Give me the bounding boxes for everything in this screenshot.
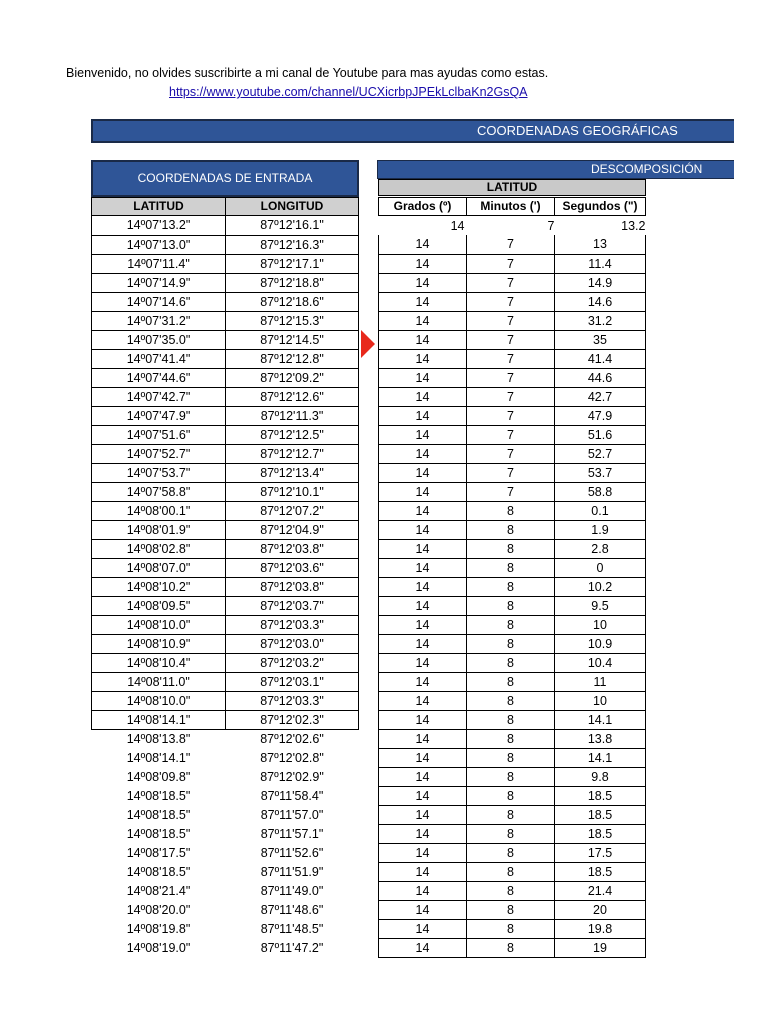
- latitude-cell: 14º07'14.9": [92, 273, 226, 292]
- table-row: [379, 805, 646, 824]
- latitude-cell: 14º07'35.0": [92, 330, 226, 349]
- minutes-cell: 8: [467, 748, 555, 767]
- welcome-message: Bienvenido, no olvides suscribirte a mi canal de Youtube para mas ayudas como estas.: [66, 66, 549, 80]
- minutes-cell: 8: [467, 919, 555, 938]
- minutes-cell: 7: [467, 387, 555, 406]
- table-row: [379, 368, 646, 387]
- latitude-group-header: LATITUD: [378, 179, 646, 196]
- seconds-cell: 14.9: [555, 273, 646, 292]
- table-row: [379, 216, 646, 235]
- table-row: [92, 843, 359, 862]
- minutes-cell: 7: [467, 463, 555, 482]
- degrees-cell: 14: [379, 691, 467, 710]
- minutes-cell: 8: [467, 539, 555, 558]
- latitude-cell: 14º08'10.2": [92, 577, 226, 596]
- seconds-cell: 21.4: [555, 881, 646, 900]
- table-row: [92, 672, 359, 691]
- latitude-cell: 14º08'10.0": [92, 691, 226, 710]
- longitude-cell: 87º12'02.8": [260, 750, 324, 765]
- minutes-cell: 7: [467, 444, 555, 463]
- minutes-cell: 7: [467, 406, 555, 425]
- minutes-cell: 8: [467, 634, 555, 653]
- degrees-cell: 14: [379, 729, 467, 748]
- degrees-cell: 14: [379, 558, 467, 577]
- table-row: [379, 254, 646, 273]
- table-row: [379, 824, 646, 843]
- longitude-cell: 87º12'02.3": [226, 710, 359, 729]
- table-row: [92, 349, 359, 368]
- degrees-cell: 14: [379, 273, 467, 292]
- latitude-cell: 14º08'10.4": [92, 653, 226, 672]
- minutes-cell: 7: [467, 368, 555, 387]
- table-row: [92, 463, 359, 482]
- seconds-cell: 53.7: [555, 463, 646, 482]
- table-row: [92, 539, 359, 558]
- minutes-cell: 7: [467, 482, 555, 501]
- degrees-cell: 14: [450, 218, 465, 233]
- longitude-cell: 87º12'02.6": [260, 731, 324, 746]
- latitude-cell: 14º08'18.5": [126, 807, 191, 822]
- latitude-cell: 14º07'58.8": [92, 482, 226, 501]
- table-row: [379, 463, 646, 482]
- latitude-cell: 14º07'13.0": [92, 235, 226, 254]
- table-row: [92, 482, 359, 501]
- longitude-cell: 87º11'48.5": [260, 921, 324, 936]
- seconds-cell: 41.4: [555, 349, 646, 368]
- column-header-latitude: LATITUD: [91, 197, 226, 216]
- table-row: [92, 254, 359, 273]
- seconds-cell: 10.9: [555, 634, 646, 653]
- table-row: [379, 501, 646, 520]
- table-row: [379, 292, 646, 311]
- longitude-cell: 87º12'13.4": [226, 463, 359, 482]
- minutes-cell: 7: [547, 218, 555, 233]
- longitude-cell: 87º11'47.2": [260, 940, 324, 955]
- table-row: [92, 216, 359, 235]
- latitude-cell: 14º07'44.6": [92, 368, 226, 387]
- table-row: [379, 235, 646, 254]
- latitude-cell: 14º08'19.8": [126, 921, 191, 936]
- right-arrow-icon: [361, 330, 375, 358]
- table-row: [379, 520, 646, 539]
- degrees-cell: 14: [379, 539, 467, 558]
- longitude-cell: 87º12'16.1": [226, 216, 359, 235]
- longitude-cell: 87º12'18.6": [226, 292, 359, 311]
- seconds-cell: 9.5: [555, 596, 646, 615]
- table-row: [92, 786, 359, 805]
- degrees-cell: 14: [379, 387, 467, 406]
- table-row: [379, 406, 646, 425]
- degrees-cell: 14: [379, 482, 467, 501]
- table-row: [92, 311, 359, 330]
- latitude-cell: 14º07'11.4": [92, 254, 226, 273]
- minutes-cell: 8: [467, 558, 555, 577]
- table-row: [92, 919, 359, 938]
- table-row: [379, 330, 646, 349]
- seconds-cell: 13.8: [555, 729, 646, 748]
- table-row: [379, 748, 646, 767]
- minutes-cell: 8: [467, 824, 555, 843]
- latitude-cell: 14º08'02.8": [92, 539, 226, 558]
- seconds-cell: 10: [555, 691, 646, 710]
- longitude-cell: 87º12'03.8": [226, 539, 359, 558]
- title-bar: [91, 119, 734, 143]
- latitude-cell: 14º08'18.5": [126, 788, 191, 803]
- table-row: [379, 672, 646, 691]
- table-row: [379, 596, 646, 615]
- decompose-header-label: DESCOMPOSICIÓN: [591, 162, 703, 176]
- longitude-cell: 87º12'15.3": [226, 311, 359, 330]
- table-row: [92, 501, 359, 520]
- seconds-cell: 0: [555, 558, 646, 577]
- minutes-cell: 7: [467, 254, 555, 273]
- latitude-cell: 14º08'01.9": [92, 520, 226, 539]
- table-row: [379, 615, 646, 634]
- latitude-cell: 14º07'31.2": [92, 311, 226, 330]
- table-row: [379, 710, 646, 729]
- minutes-cell: 8: [467, 805, 555, 824]
- degrees-cell: 14: [379, 710, 467, 729]
- latitude-cell: 14º08'10.0": [92, 615, 226, 634]
- seconds-cell: 51.6: [555, 425, 646, 444]
- latitude-cell: 14º08'21.4": [126, 883, 191, 898]
- seconds-cell: 31.2: [555, 311, 646, 330]
- column-header-degrees: Grados (º): [378, 197, 467, 216]
- latitude-cell: 14º08'13.8": [126, 731, 191, 746]
- degrees-cell: 14: [379, 444, 467, 463]
- table-row: [92, 387, 359, 406]
- minutes-cell: 8: [467, 672, 555, 691]
- table-row: [92, 596, 359, 615]
- seconds-cell: 18.5: [555, 805, 646, 824]
- degrees-cell: 14: [379, 653, 467, 672]
- degrees-cell: 14: [379, 881, 467, 900]
- seconds-cell: 18.5: [555, 786, 646, 805]
- seconds-cell: 14.1: [555, 710, 646, 729]
- table-row: [92, 406, 359, 425]
- table-row: [379, 444, 646, 463]
- longitude-cell: 87º12'09.2": [226, 368, 359, 387]
- table-row: [379, 653, 646, 672]
- table-row: [92, 577, 359, 596]
- minutes-cell: 8: [467, 577, 555, 596]
- longitude-cell: 87º12'12.8": [226, 349, 359, 368]
- degrees-cell: 14: [379, 292, 467, 311]
- table-row: [379, 577, 646, 596]
- degrees-cell: 14: [379, 577, 467, 596]
- table-row: [92, 520, 359, 539]
- table-row: [92, 729, 359, 748]
- seconds-cell: 13.2: [621, 218, 646, 233]
- latitude-cell: 14º08'20.0": [126, 902, 191, 917]
- degrees-cell: 14: [379, 767, 467, 786]
- table-row: [379, 311, 646, 330]
- latitude-cell: 14º07'51.6": [92, 425, 226, 444]
- longitude-cell: 87º11'52.6": [260, 845, 324, 860]
- latitude-cell: 14º07'42.7": [92, 387, 226, 406]
- table-row: [92, 900, 359, 919]
- table-row: [92, 368, 359, 387]
- table-row: [379, 349, 646, 368]
- table-row: [92, 938, 359, 957]
- longitude-cell: 87º12'02.9": [260, 769, 324, 784]
- table-row: [92, 691, 359, 710]
- table-row: [379, 767, 646, 786]
- longitude-cell: 87º12'10.1": [226, 482, 359, 501]
- seconds-cell: 14.6: [555, 292, 646, 311]
- latitude-cell: 14º08'11.0": [92, 672, 226, 691]
- degrees-cell: 14: [379, 786, 467, 805]
- latitude-cell: 14º07'41.4": [92, 349, 226, 368]
- table-row: [92, 634, 359, 653]
- table-row: [92, 767, 359, 786]
- table-row: [92, 425, 359, 444]
- minutes-cell: 8: [467, 653, 555, 672]
- longitude-cell: 87º12'03.0": [226, 634, 359, 653]
- table-row: [379, 482, 646, 501]
- minutes-cell: 7: [467, 292, 555, 311]
- minutes-cell: 7: [467, 235, 555, 254]
- seconds-cell: 52.7: [555, 444, 646, 463]
- longitude-cell: 87º12'12.6": [226, 387, 359, 406]
- degrees-cell: 14: [379, 596, 467, 615]
- longitude-cell: 87º12'04.9": [226, 520, 359, 539]
- table-row: [92, 748, 359, 767]
- seconds-cell: 18.5: [555, 862, 646, 881]
- minutes-cell: 7: [467, 311, 555, 330]
- longitude-cell: 87º12'17.1": [226, 254, 359, 273]
- degrees-cell: 14: [379, 254, 467, 273]
- column-header-minutes: Minutos ('): [466, 197, 555, 216]
- seconds-cell: 44.6: [555, 368, 646, 387]
- decompose-header: [377, 160, 734, 179]
- table-row: [92, 824, 359, 843]
- minutes-cell: 8: [467, 843, 555, 862]
- seconds-cell: 11: [555, 672, 646, 691]
- degrees-cell: 14: [379, 406, 467, 425]
- latitude-cell: 14º08'18.5": [126, 826, 191, 841]
- minutes-cell: 8: [467, 596, 555, 615]
- degrees-cell: 14: [379, 330, 467, 349]
- minutes-cell: 8: [467, 501, 555, 520]
- youtube-channel-link[interactable]: https://www.youtube.com/channel/UCXicrbpJPEkLclbaKn2GsQA: [169, 85, 528, 99]
- latitude-cell: 14º08'14.1": [126, 750, 191, 765]
- longitude-cell: 87º12'12.5": [226, 425, 359, 444]
- degrees-cell: 14: [379, 368, 467, 387]
- latitude-cell: 14º08'09.5": [92, 596, 226, 615]
- degrees-cell: 14: [379, 311, 467, 330]
- latitude-cell: 14º08'09.8": [126, 769, 191, 784]
- table-row: [379, 387, 646, 406]
- seconds-cell: 14.1: [555, 748, 646, 767]
- table-row: [379, 539, 646, 558]
- seconds-cell: 19: [555, 938, 646, 957]
- minutes-cell: 8: [467, 691, 555, 710]
- decomposed-latitude-table: [378, 216, 646, 958]
- seconds-cell: 10: [555, 615, 646, 634]
- longitude-cell: 87º12'03.3": [226, 691, 359, 710]
- degrees-cell: 14: [379, 349, 467, 368]
- minutes-cell: 7: [467, 273, 555, 292]
- table-row: [92, 273, 359, 292]
- seconds-cell: 13: [555, 235, 646, 254]
- latitude-cell: 14º07'13.2": [92, 216, 226, 235]
- longitude-cell: 87º11'51.9": [260, 864, 324, 879]
- table-row: [92, 710, 359, 729]
- longitude-cell: 87º11'57.1": [260, 826, 324, 841]
- table-row: [92, 653, 359, 672]
- table-row: [379, 729, 646, 748]
- longitude-cell: 87º12'14.5": [226, 330, 359, 349]
- seconds-cell: 1.9: [555, 520, 646, 539]
- minutes-cell: 8: [467, 729, 555, 748]
- table-row: [92, 444, 359, 463]
- longitude-cell: 87º12'16.3": [226, 235, 359, 254]
- degrees-cell: 14: [379, 672, 467, 691]
- degrees-cell: 14: [379, 463, 467, 482]
- table-row: [379, 634, 646, 653]
- minutes-cell: 8: [467, 615, 555, 634]
- table-row: [92, 235, 359, 254]
- table-row: [379, 881, 646, 900]
- latitude-cell: 14º08'19.0": [126, 940, 191, 955]
- seconds-cell: 2.8: [555, 539, 646, 558]
- page-title: COORDENADAS GEOGRÁFICAS: [477, 123, 678, 138]
- seconds-cell: 10.2: [555, 577, 646, 596]
- longitude-cell: 87º12'18.8": [226, 273, 359, 292]
- input-coordinates-table: [91, 216, 359, 957]
- table-row: [379, 919, 646, 938]
- degrees-cell: 14: [379, 634, 467, 653]
- longitude-cell: 87º11'49.0": [260, 883, 324, 898]
- minutes-cell: 7: [467, 349, 555, 368]
- seconds-cell: 19.8: [555, 919, 646, 938]
- table-row: [92, 805, 359, 824]
- degrees-cell: 14: [379, 615, 467, 634]
- latitude-cell: 14º08'07.0": [92, 558, 226, 577]
- longitude-cell: 87º11'57.0": [260, 807, 324, 822]
- minutes-cell: 8: [467, 767, 555, 786]
- seconds-cell: 20: [555, 900, 646, 919]
- seconds-cell: 18.5: [555, 824, 646, 843]
- seconds-cell: 58.8: [555, 482, 646, 501]
- minutes-cell: 8: [467, 938, 555, 957]
- longitude-cell: 87º12'03.1": [226, 672, 359, 691]
- degrees-cell: 14: [379, 862, 467, 881]
- latitude-cell: 14º08'17.5": [126, 845, 191, 860]
- longitude-cell: 87º11'48.6": [260, 902, 324, 917]
- degrees-cell: 14: [379, 235, 467, 254]
- longitude-cell: 87º12'12.7": [226, 444, 359, 463]
- minutes-cell: 8: [467, 862, 555, 881]
- table-row: [379, 691, 646, 710]
- seconds-cell: 11.4: [555, 254, 646, 273]
- table-row: [379, 862, 646, 881]
- table-row: [92, 292, 359, 311]
- table-row: [92, 862, 359, 881]
- minutes-cell: 8: [467, 786, 555, 805]
- seconds-cell: 10.4: [555, 653, 646, 672]
- seconds-cell: 9.8: [555, 767, 646, 786]
- table-row: [92, 615, 359, 634]
- degrees-cell: 14: [379, 748, 467, 767]
- latitude-cell: 14º08'18.5": [126, 864, 191, 879]
- longitude-cell: 87º12'07.2": [226, 501, 359, 520]
- longitude-cell: 87º11'58.4": [260, 788, 324, 803]
- input-coordinates-header: COORDENADAS DE ENTRADA: [91, 160, 359, 197]
- latitude-cell: 14º07'47.9": [92, 406, 226, 425]
- longitude-cell: 87º12'11.3": [226, 406, 359, 425]
- latitude-cell: 14º08'10.9": [92, 634, 226, 653]
- minutes-cell: 7: [467, 425, 555, 444]
- minutes-cell: 8: [467, 900, 555, 919]
- degrees-cell: 14: [379, 805, 467, 824]
- table-row: [379, 273, 646, 292]
- longitude-cell: 87º12'03.7": [226, 596, 359, 615]
- latitude-cell: 14º07'53.7": [92, 463, 226, 482]
- minutes-cell: 8: [467, 520, 555, 539]
- longitude-cell: 87º12'03.8": [226, 577, 359, 596]
- latitude-cell: 14º08'14.1": [92, 710, 226, 729]
- column-header-seconds: Segundos ("): [554, 197, 646, 216]
- minutes-cell: 8: [467, 710, 555, 729]
- table-row: [379, 425, 646, 444]
- latitude-cell: 14º08'00.1": [92, 501, 226, 520]
- degrees-cell: 14: [379, 938, 467, 957]
- seconds-cell: 0.1: [555, 501, 646, 520]
- table-row: [379, 786, 646, 805]
- degrees-cell: 14: [379, 425, 467, 444]
- table-row: [92, 881, 359, 900]
- seconds-cell: 17.5: [555, 843, 646, 862]
- table-row: [92, 558, 359, 577]
- minutes-cell: 8: [467, 881, 555, 900]
- table-row: [379, 938, 646, 957]
- minutes-cell: 7: [467, 330, 555, 349]
- seconds-cell: 35: [555, 330, 646, 349]
- table-row: [379, 558, 646, 577]
- longitude-cell: 87º12'03.2": [226, 653, 359, 672]
- longitude-cell: 87º12'03.3": [226, 615, 359, 634]
- degrees-cell: 14: [379, 900, 467, 919]
- degrees-cell: 14: [379, 501, 467, 520]
- seconds-cell: 42.7: [555, 387, 646, 406]
- latitude-cell: 14º07'14.6": [92, 292, 226, 311]
- latitude-cell: 14º07'52.7": [92, 444, 226, 463]
- longitude-cell: 87º12'03.6": [226, 558, 359, 577]
- column-header-longitude: LONGITUD: [225, 197, 359, 216]
- table-row: [379, 900, 646, 919]
- degrees-cell: 14: [379, 843, 467, 862]
- degrees-cell: 14: [379, 520, 467, 539]
- degrees-cell: 14: [379, 919, 467, 938]
- table-row: [379, 843, 646, 862]
- degrees-cell: 14: [379, 824, 467, 843]
- seconds-cell: 47.9: [555, 406, 646, 425]
- table-row: [92, 330, 359, 349]
